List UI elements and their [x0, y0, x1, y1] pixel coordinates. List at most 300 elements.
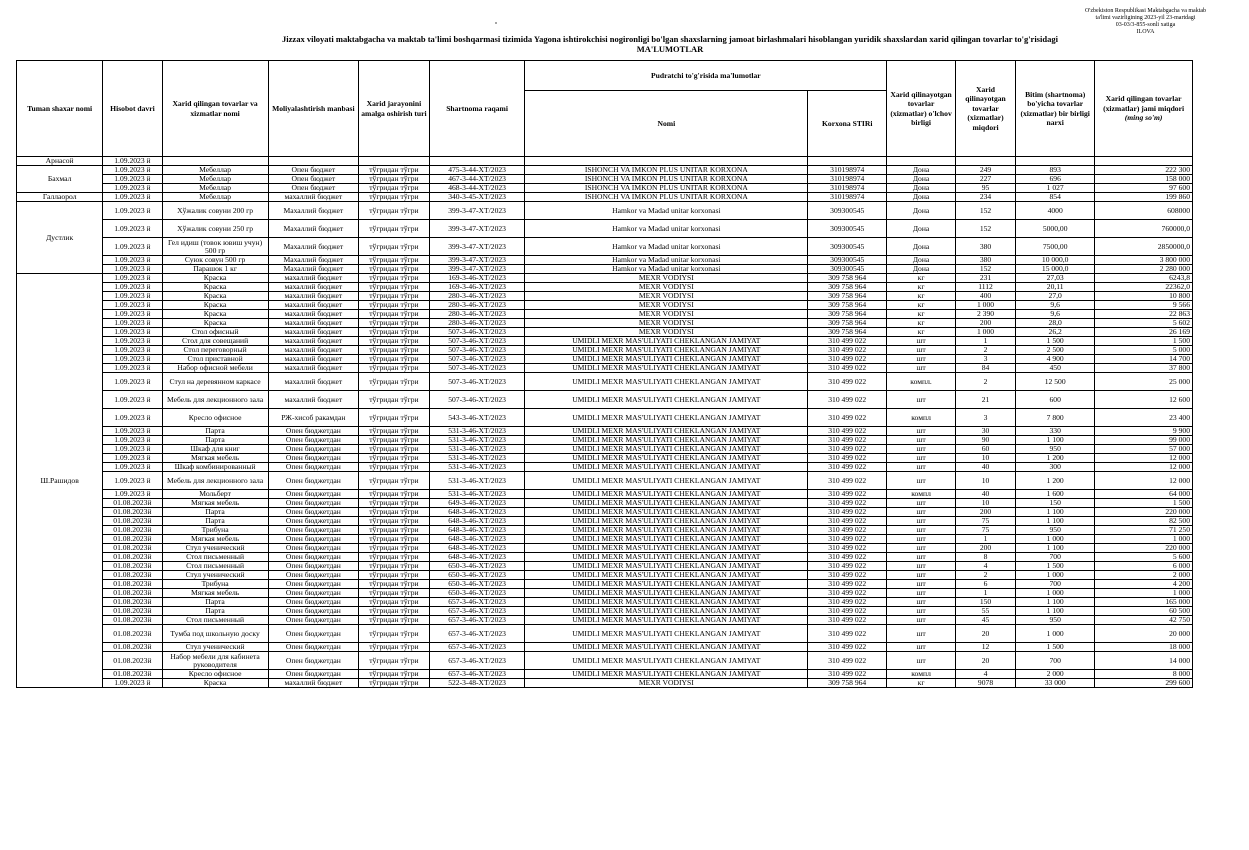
- contractor-name-cell: UMIDLI MEXR MAS'ULIYATI CHEKLANGAN JAMIYAT: [525, 562, 808, 571]
- stir-cell: 309 758 964: [808, 319, 887, 328]
- qty-cell: 60: [955, 445, 1015, 454]
- qty-cell: 234: [955, 193, 1015, 202]
- contractor-name-cell: Hamkor va Madad unitar korxonasi: [525, 202, 808, 220]
- qty-cell: 12: [955, 643, 1015, 652]
- table-row: [17, 238, 1193, 256]
- goods-cell: Мягкая мебель: [162, 454, 268, 463]
- contractor-name-cell: MEXR VODIYSI: [525, 292, 808, 301]
- contractor-name-cell: Hamkor va Madad unitar korxonasi: [525, 220, 808, 238]
- price-cell: 950: [1016, 445, 1095, 454]
- funding-cell: махаллий бюджет: [268, 373, 358, 391]
- method-cell: [359, 157, 430, 166]
- unit-cell: Дона: [887, 238, 956, 256]
- table-row: [17, 373, 1193, 391]
- funding-cell: Опен бюджет: [268, 175, 358, 184]
- contractor-name-cell: [525, 157, 808, 166]
- table-row: [17, 526, 1193, 535]
- period-cell: 1.09.2023 й: [103, 454, 162, 463]
- table-row: [17, 607, 1193, 616]
- goods-cell: Шкаф комбинированный: [162, 463, 268, 472]
- period-cell: 1.09.2023 й: [103, 427, 162, 436]
- period-cell: 01.08.2023й: [103, 580, 162, 589]
- total-cell: 12 000: [1095, 463, 1193, 472]
- contract-cell: 531-3-46-ХТ/2023: [429, 472, 525, 490]
- qty-cell: 231: [955, 274, 1015, 283]
- table-row: [17, 499, 1193, 508]
- goods-cell: Гел идиш (товок ювиш учун) 500 гр: [162, 238, 268, 256]
- stir-cell: 309300545: [808, 256, 887, 265]
- table-body: [17, 157, 1193, 688]
- qty-cell: 1: [955, 535, 1015, 544]
- price-cell: 1 100: [1016, 607, 1095, 616]
- contract-cell: 531-3-46-ХТ/2023: [429, 427, 525, 436]
- method-cell: тўгридан тўгри: [359, 292, 430, 301]
- total-cell: 37 800: [1095, 364, 1193, 373]
- header-unit: Xarid qilinayotgan tovarlar (xizmatlar) o'lchov birligi: [887, 61, 956, 157]
- price-cell: 33 000: [1016, 679, 1095, 688]
- contract-cell: 650-3-46-ХТ/2023: [429, 580, 525, 589]
- method-cell: тўгридан тўгри: [359, 562, 430, 571]
- qty-cell: 2 390: [955, 310, 1015, 319]
- total-cell: 60 500: [1095, 607, 1193, 616]
- total-cell: 99 000: [1095, 436, 1193, 445]
- contract-cell: [429, 157, 525, 166]
- table-row: [17, 166, 1193, 175]
- funding-cell: Опен бюджетдан: [268, 616, 358, 625]
- table-row: [17, 553, 1193, 562]
- unit-cell: Дона: [887, 265, 956, 274]
- goods-cell: Стул ученический: [162, 571, 268, 580]
- period-cell: 01.08.2023й: [103, 544, 162, 553]
- funding-cell: Махаллий бюджет: [268, 202, 358, 220]
- unit-cell: шт: [887, 445, 956, 454]
- total-cell: 23 400: [1095, 409, 1193, 427]
- goods-cell: Стол офисный: [162, 328, 268, 337]
- table-row: [17, 184, 1193, 193]
- table-row: [17, 598, 1193, 607]
- funding-cell: Махаллий бюджет: [268, 220, 358, 238]
- table-row: [17, 589, 1193, 598]
- funding-cell: Опен бюджетдан: [268, 445, 358, 454]
- unit-cell: кг: [887, 283, 956, 292]
- stir-cell: 310 499 022: [808, 598, 887, 607]
- goods-cell: Парта: [162, 517, 268, 526]
- contractor-name-cell: UMIDLI MEXR MAS'ULIYATI CHEKLANGAN JAMIYAT: [525, 508, 808, 517]
- price-cell: 696: [1016, 175, 1095, 184]
- contractor-name-cell: UMIDLI MEXR MAS'ULIYATI CHEKLANGAN JAMIYAT: [525, 427, 808, 436]
- price-cell: 20,11: [1016, 283, 1095, 292]
- period-cell: 01.08.2023й: [103, 589, 162, 598]
- qty-cell: 10: [955, 472, 1015, 490]
- method-cell: тўгридан тўгри: [359, 175, 430, 184]
- total-cell: 12 000: [1095, 472, 1193, 490]
- unit-cell: шт: [887, 472, 956, 490]
- funding-cell: махаллий бюджет: [268, 337, 358, 346]
- period-cell: 1.09.2023 й: [103, 472, 162, 490]
- contract-cell: 507-3-46-ХТ/2023: [429, 355, 525, 364]
- table-row: [17, 625, 1193, 643]
- table-row: [17, 256, 1193, 265]
- stir-cell: 310 499 022: [808, 571, 887, 580]
- goods-cell: Стул ученический: [162, 643, 268, 652]
- funding-cell: махаллий бюджет: [268, 193, 358, 202]
- funding-cell: Опен бюджетдан: [268, 544, 358, 553]
- method-cell: тўгридан тўгри: [359, 589, 430, 598]
- stir-cell: 309 758 964: [808, 274, 887, 283]
- method-cell: тўгридан тўгри: [359, 202, 430, 220]
- goods-cell: Шкаф для книг: [162, 445, 268, 454]
- period-cell: 1.09.2023 й: [103, 265, 162, 274]
- stir-cell: 310 499 022: [808, 364, 887, 373]
- qty-cell: 2: [955, 571, 1015, 580]
- price-cell: 1 500: [1016, 643, 1095, 652]
- goods-cell: Краска: [162, 319, 268, 328]
- price-cell: 7 800: [1016, 409, 1095, 427]
- funding-cell: Махаллий бюджет: [268, 265, 358, 274]
- goods-cell: Суюк совун 500 гр: [162, 256, 268, 265]
- header-region: Tuman shaxar nomi: [17, 61, 103, 157]
- header-goods: Xarid qilingan tovarlar va xizmatlar nomi: [162, 61, 268, 157]
- funding-cell: Опен бюджетдан: [268, 652, 358, 670]
- qty-cell: 8: [955, 553, 1015, 562]
- method-cell: тўгридан тўгри: [359, 553, 430, 562]
- contract-cell: 399-3-47-ХТ/2023: [429, 238, 525, 256]
- stir-cell: 310198974: [808, 175, 887, 184]
- unit-cell: шт: [887, 652, 956, 670]
- contract-cell: 399-3-47-ХТ/2023: [429, 220, 525, 238]
- contract-cell: 507-3-46-ХТ/2023: [429, 346, 525, 355]
- contract-cell: 169-3-46-ХТ/2023: [429, 274, 525, 283]
- contract-cell: 648-3-46-ХТ/2023: [429, 526, 525, 535]
- unit-cell: Дона: [887, 166, 956, 175]
- period-cell: 01.08.2023й: [103, 517, 162, 526]
- unit-cell: шт: [887, 625, 956, 643]
- qty-cell: 1 000: [955, 328, 1015, 337]
- goods-cell: Мебель для лекционного зала: [162, 391, 268, 409]
- table-row: [17, 517, 1193, 526]
- period-cell: 1.09.2023 й: [103, 220, 162, 238]
- period-cell: 1.09.2023 й: [103, 490, 162, 499]
- contractor-name-cell: UMIDLI MEXR MAS'ULIYATI CHEKLANGAN JAMIYAT: [525, 670, 808, 679]
- unit-cell: кг: [887, 274, 956, 283]
- price-cell: 150: [1016, 499, 1095, 508]
- contract-cell: 507-3-46-ХТ/2023: [429, 391, 525, 409]
- stir-cell: 310 499 022: [808, 454, 887, 463]
- unit-cell: шт: [887, 616, 956, 625]
- contract-cell: 507-3-46-ХТ/2023: [429, 373, 525, 391]
- period-cell: 1.09.2023 й: [103, 256, 162, 265]
- header-contractor-name: Nomi: [525, 91, 808, 157]
- total-cell: 220 000: [1095, 544, 1193, 553]
- period-cell: 1.09.2023 й: [103, 436, 162, 445]
- price-cell: 10 000,0: [1016, 256, 1095, 265]
- qty-cell: 20: [955, 652, 1015, 670]
- method-cell: тўгридан тўгри: [359, 652, 430, 670]
- funding-cell: Опен бюджетдан: [268, 598, 358, 607]
- total-cell: 26 169: [1095, 328, 1193, 337]
- contract-cell: 280-3-46-ХТ/2023: [429, 292, 525, 301]
- total-cell: 12 600: [1095, 391, 1193, 409]
- qty-cell: 20: [955, 625, 1015, 643]
- contract-cell: 468-3-44-ХТ/2023: [429, 184, 525, 193]
- period-cell: 1.09.2023 й: [103, 193, 162, 202]
- method-cell: тўгридан тўгри: [359, 256, 430, 265]
- total-cell: 608000: [1095, 202, 1193, 220]
- funding-cell: Опен бюджетдан: [268, 427, 358, 436]
- goods-cell: Стул ученический: [162, 544, 268, 553]
- contractor-name-cell: MEXR VODIYSI: [525, 274, 808, 283]
- goods-cell: Стол для совещаний: [162, 337, 268, 346]
- table-row: [17, 643, 1193, 652]
- qty-cell: 200: [955, 544, 1015, 553]
- qty-cell: 227: [955, 175, 1015, 184]
- table-row: [17, 292, 1193, 301]
- table-row: [17, 310, 1193, 319]
- price-cell: 9,6: [1016, 310, 1095, 319]
- unit-cell: кг: [887, 292, 956, 301]
- table-row: [17, 463, 1193, 472]
- region-cell: Галлаорол: [17, 193, 103, 202]
- qty-cell: 200: [955, 508, 1015, 517]
- contractor-name-cell: ISHONCH VA IMKON PLUS UNITAR KORXONA: [525, 184, 808, 193]
- stir-cell: 309300545: [808, 238, 887, 256]
- price-cell: 1 100: [1016, 517, 1095, 526]
- contract-cell: 280-3-46-ХТ/2023: [429, 310, 525, 319]
- unit-cell: [887, 157, 956, 166]
- total-cell: 22362,0: [1095, 283, 1193, 292]
- unit-cell: Дона: [887, 184, 956, 193]
- stir-cell: 310 499 022: [808, 346, 887, 355]
- method-cell: тўгридан тўгри: [359, 409, 430, 427]
- contractor-name-cell: UMIDLI MEXR MAS'ULIYATI CHEKLANGAN JAMIYAT: [525, 526, 808, 535]
- contract-cell: 543-3-46-ХТ/2023: [429, 409, 525, 427]
- unit-cell: Дона: [887, 202, 956, 220]
- method-cell: тўгридан тўгри: [359, 445, 430, 454]
- corner-note-line: O'zbekiston Respublikasi Maktabgacha va maktab: [1084, 8, 1207, 14]
- total-cell: 199 860: [1095, 193, 1193, 202]
- total-cell: 14 000: [1095, 652, 1193, 670]
- region-cell: Арнасой: [17, 157, 103, 166]
- region-cell: Ш.Рашидов: [17, 274, 103, 688]
- period-cell: 01.08.2023й: [103, 508, 162, 517]
- qty-cell: 4: [955, 670, 1015, 679]
- qty-cell: 4: [955, 562, 1015, 571]
- goods-cell: Стол переговорный: [162, 346, 268, 355]
- contract-cell: 650-3-46-ХТ/2023: [429, 562, 525, 571]
- method-cell: тўгридан тўгри: [359, 490, 430, 499]
- unit-cell: шт: [887, 463, 956, 472]
- funding-cell: Опен бюджетдан: [268, 625, 358, 643]
- method-cell: тўгридан тўгри: [359, 274, 430, 283]
- unit-cell: компл.: [887, 373, 956, 391]
- price-cell: 450: [1016, 364, 1095, 373]
- period-cell: 1.09.2023 й: [103, 175, 162, 184]
- header-period: Hisobot davri: [103, 61, 162, 157]
- contractor-name-cell: UMIDLI MEXR MAS'ULIYATI CHEKLANGAN JAMIYAT: [525, 409, 808, 427]
- qty-cell: [955, 157, 1015, 166]
- funding-cell: Опен бюджетдан: [268, 454, 358, 463]
- goods-cell: Трибуна: [162, 580, 268, 589]
- stir-cell: 310 499 022: [808, 472, 887, 490]
- period-cell: 1.09.2023 й: [103, 319, 162, 328]
- period-cell: 1.09.2023 й: [103, 373, 162, 391]
- contractor-name-cell: UMIDLI MEXR MAS'ULIYATI CHEKLANGAN JAMIYAT: [525, 337, 808, 346]
- table-row: [17, 328, 1193, 337]
- qty-cell: 1: [955, 589, 1015, 598]
- goods-cell: Мягкая мебель: [162, 589, 268, 598]
- goods-cell: Мебеллар: [162, 193, 268, 202]
- unit-cell: компл: [887, 670, 956, 679]
- funding-cell: Опен бюджетдан: [268, 607, 358, 616]
- funding-cell: Махаллий бюджет: [268, 238, 358, 256]
- contractor-name-cell: UMIDLI MEXR MAS'ULIYATI CHEKLANGAN JAMIYAT: [525, 580, 808, 589]
- method-cell: тўгридан тўгри: [359, 265, 430, 274]
- stir-cell: 309300545: [808, 265, 887, 274]
- contractor-name-cell: UMIDLI MEXR MAS'ULIYATI CHEKLANGAN JAMIYAT: [525, 517, 808, 526]
- contract-cell: 657-3-46-ХТ/2023: [429, 625, 525, 643]
- funding-cell: Опен бюджет: [268, 184, 358, 193]
- total-cell: 82 500: [1095, 517, 1193, 526]
- contractor-name-cell: Hamkor va Madad unitar korxonasi: [525, 265, 808, 274]
- method-cell: тўгридан тўгри: [359, 184, 430, 193]
- qty-cell: 40: [955, 463, 1015, 472]
- method-cell: тўгридан тўгри: [359, 571, 430, 580]
- total-cell: 9 900: [1095, 427, 1193, 436]
- total-cell: 760000,0: [1095, 220, 1193, 238]
- unit-cell: шт: [887, 562, 956, 571]
- goods-cell: Парта: [162, 598, 268, 607]
- contractor-name-cell: MEXR VODIYSI: [525, 310, 808, 319]
- funding-cell: [268, 157, 358, 166]
- funding-cell: Опен бюджетдан: [268, 562, 358, 571]
- goods-cell: Мягкая мебель: [162, 499, 268, 508]
- method-cell: тўгридан тўгри: [359, 454, 430, 463]
- header-method: Xarid jarayonini amalga oshirish turi: [359, 61, 430, 157]
- table-row: [17, 670, 1193, 679]
- contract-cell: 531-3-46-ХТ/2023: [429, 490, 525, 499]
- funding-cell: махаллий бюджет: [268, 274, 358, 283]
- stir-cell: 310 499 022: [808, 616, 887, 625]
- method-cell: тўгридан тўгри: [359, 283, 430, 292]
- total-cell: 57 000: [1095, 445, 1193, 454]
- goods-cell: Краска: [162, 283, 268, 292]
- contract-cell: 280-3-46-ХТ/2023: [429, 301, 525, 310]
- qty-cell: 150: [955, 598, 1015, 607]
- goods-cell: Стол письменный: [162, 562, 268, 571]
- contract-cell: 399-3-47-ХТ/2023: [429, 256, 525, 265]
- price-cell: 15 000,0: [1016, 265, 1095, 274]
- header-funding: Moliyalashtirish manbasi: [268, 61, 358, 157]
- goods-cell: Набор мебели для кабинета руководителя: [162, 652, 268, 670]
- unit-cell: кг: [887, 310, 956, 319]
- total-cell: 1 500: [1095, 337, 1193, 346]
- method-cell: тўгридан тўгри: [359, 355, 430, 364]
- price-cell: 950: [1016, 616, 1095, 625]
- funding-cell: Опен бюджетдан: [268, 580, 358, 589]
- method-cell: тўгридан тўгри: [359, 346, 430, 355]
- method-cell: тўгридан тўгри: [359, 679, 430, 688]
- goods-cell: Стул на деревянном каркасе: [162, 373, 268, 391]
- method-cell: тўгридан тўгри: [359, 625, 430, 643]
- price-cell: 1 200: [1016, 454, 1095, 463]
- total-cell: 5 600: [1095, 553, 1193, 562]
- method-cell: тўгридан тўгри: [359, 364, 430, 373]
- goods-cell: Краска: [162, 301, 268, 310]
- stir-cell: 309 758 964: [808, 292, 887, 301]
- method-cell: тўгридан тўгри: [359, 472, 430, 490]
- contractor-name-cell: UMIDLI MEXR MAS'ULIYATI CHEKLANGAN JAMIYAT: [525, 445, 808, 454]
- price-cell: 600: [1016, 391, 1095, 409]
- total-cell: 20 000: [1095, 625, 1193, 643]
- unit-cell: шт: [887, 499, 956, 508]
- contract-cell: 399-3-47-ХТ/2023: [429, 202, 525, 220]
- goods-cell: Мебель для лекционного зала: [162, 472, 268, 490]
- contract-cell: 657-3-46-ХТ/2023: [429, 616, 525, 625]
- funding-cell: Опен бюджетдан: [268, 535, 358, 544]
- funding-cell: махаллий бюджет: [268, 283, 358, 292]
- funding-cell: махаллий бюджет: [268, 319, 358, 328]
- table-row: [17, 274, 1193, 283]
- unit-cell: шт: [887, 526, 956, 535]
- contractor-name-cell: UMIDLI MEXR MAS'ULIYATI CHEKLANGAN JAMIYAT: [525, 373, 808, 391]
- qty-cell: 152: [955, 202, 1015, 220]
- goods-cell: [162, 157, 268, 166]
- method-cell: тўгридан тўгри: [359, 238, 430, 256]
- stir-cell: 310 499 022: [808, 526, 887, 535]
- table-row: [17, 337, 1193, 346]
- funding-cell: Опен бюджетдан: [268, 499, 358, 508]
- contract-cell: 648-3-46-ХТ/2023: [429, 517, 525, 526]
- unit-cell: шт: [887, 607, 956, 616]
- contract-cell: 649-3-46-ХТ/2023: [429, 499, 525, 508]
- funding-cell: махаллий бюджет: [268, 328, 358, 337]
- total-cell: 12 000: [1095, 454, 1193, 463]
- total-cell: 64 000: [1095, 490, 1193, 499]
- price-cell: 700: [1016, 652, 1095, 670]
- contract-cell: 399-3-47-ХТ/2023: [429, 265, 525, 274]
- method-cell: тўгридан тўгри: [359, 193, 430, 202]
- method-cell: тўгридан тўгри: [359, 427, 430, 436]
- goods-cell: Стол письменный: [162, 616, 268, 625]
- goods-cell: Мебеллар: [162, 166, 268, 175]
- funding-cell: махаллий бюджет: [268, 391, 358, 409]
- qty-cell: 2: [955, 346, 1015, 355]
- unit-cell: шт: [887, 535, 956, 544]
- contract-cell: 648-3-46-ХТ/2023: [429, 535, 525, 544]
- contractor-name-cell: UMIDLI MEXR MAS'ULIYATI CHEKLANGAN JAMIYAT: [525, 616, 808, 625]
- goods-cell: Мягкая мебель: [162, 535, 268, 544]
- contract-cell: 507-3-46-ХТ/2023: [429, 337, 525, 346]
- method-cell: тўгридан тўгри: [359, 166, 430, 175]
- unit-cell: компл: [887, 409, 956, 427]
- contractor-name-cell: ISHONCH VA IMKON PLUS UNITAR KORXONA: [525, 175, 808, 184]
- total-cell: 1 000: [1095, 589, 1193, 598]
- table-row: [17, 409, 1193, 427]
- contract-cell: 507-3-46-ХТ/2023: [429, 364, 525, 373]
- unit-cell: кг: [887, 679, 956, 688]
- contractor-name-cell: ISHONCH VA IMKON PLUS UNITAR KORXONA: [525, 193, 808, 202]
- qty-cell: 1 000: [955, 301, 1015, 310]
- contractor-name-cell: Hamkor va Madad unitar korxonasi: [525, 256, 808, 265]
- qty-cell: 9078: [955, 679, 1015, 688]
- goods-cell: Краска: [162, 679, 268, 688]
- price-cell: [1016, 157, 1095, 166]
- table-row: [17, 571, 1193, 580]
- unit-cell: Дона: [887, 193, 956, 202]
- price-cell: 7500,00: [1016, 238, 1095, 256]
- qty-cell: 400: [955, 292, 1015, 301]
- header-qty: Xarid qilinayotgan tovarlar (xizmatlar) miqdori: [955, 61, 1015, 157]
